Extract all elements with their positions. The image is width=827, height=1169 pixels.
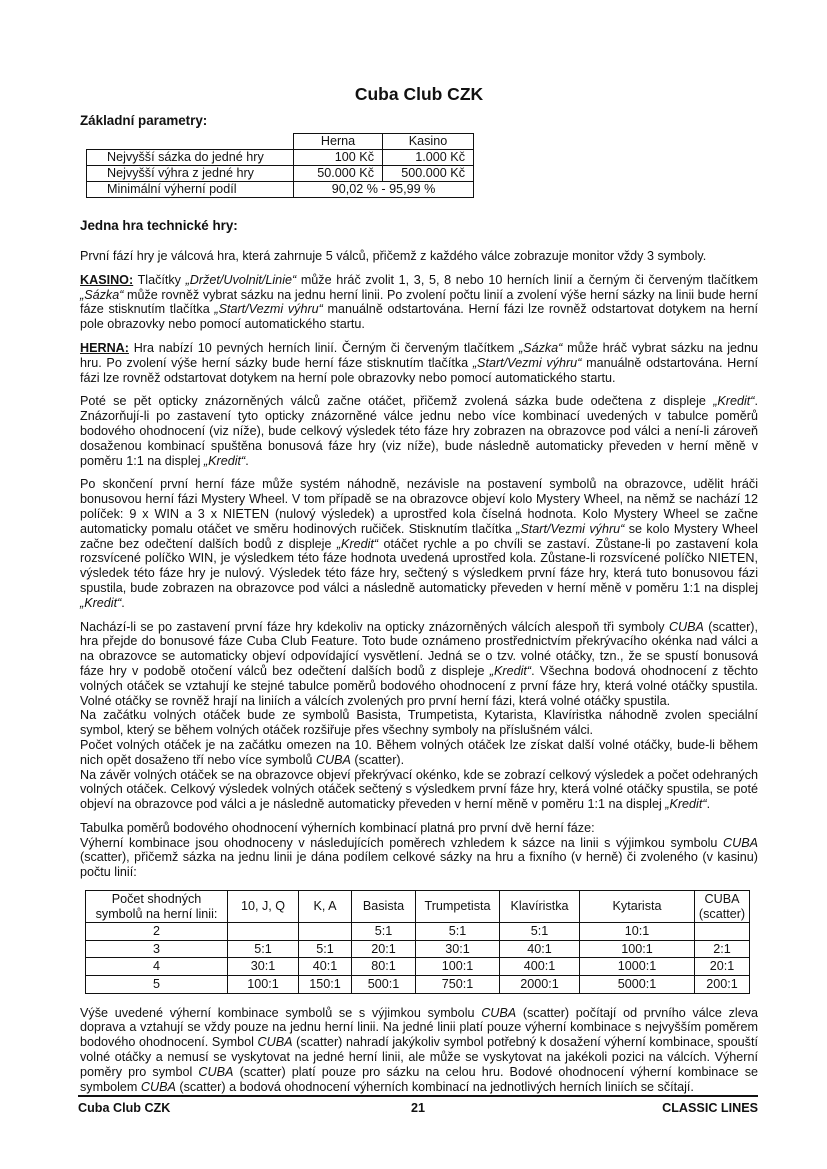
text-segment: otáčet rychle a po chvíli se zastaví. Zůstane-li po zastavení kola rozsvícené políčko WIN, je výsledkem této fáze hodnota uvedená uprostřed kola. Zůstane-li rozsvícené políčko NIETEN, výsledek této fáze hry je nulový. Výsledek této fáze hry, sečtený s výsledkem první fáze hry, která tuto bonusovou fázi spustila, bude zobrazen na obrazovce pod válci a následně automaticky převeden v herní měně v poměru 1:1 na displej bbox=[80, 536, 758, 595]
text-segment: se kolo Mystery Wheel začne bez odečtení dalších bodů z displeje bbox=[80, 521, 758, 551]
paytable-cell: 500:1 bbox=[352, 976, 416, 994]
paytable-header-cell: Trumpetista bbox=[416, 891, 500, 923]
text-segment: „Kredit“ bbox=[80, 595, 122, 610]
paytable-cell: 5000:1 bbox=[580, 976, 695, 994]
paragraph-free-spins-end bbox=[80, 768, 758, 812]
paragraph-herna bbox=[80, 341, 758, 385]
text-segment: „Sázka“ bbox=[80, 287, 124, 302]
text-segment: Poté se pět opticky znázorněných válců začne otáčet, přičemž zvolená sázka bude odečtena z displeje bbox=[80, 394, 714, 409]
paragraph-scatter-feature bbox=[80, 620, 758, 709]
paragraph-mystery-wheel bbox=[80, 477, 758, 610]
table-row bbox=[86, 940, 750, 958]
paragraph-kasino bbox=[80, 273, 758, 332]
table-row bbox=[87, 182, 474, 198]
base-parameters-table bbox=[86, 133, 474, 198]
text-segment: Počet volných otáček je na začátku omezen na 10. Během volných otáček lze získat další volné otáčky, bude-li během nich opět dosaženo tří nebo více symbolů bbox=[80, 737, 758, 767]
paytable-cell: 4 bbox=[86, 958, 228, 976]
page-title: Cuba Club CZK bbox=[354, 84, 484, 104]
text-segment: CUBA bbox=[140, 1079, 176, 1094]
table-row bbox=[87, 134, 474, 150]
text-segment: (scatter) platí pouze pro sázku na celou hru. Bodové ohodnocení výherní kombinace se symbolem bbox=[80, 1064, 758, 1094]
text-segment: může hráč zvolit 1, 3, 5, 8 nebo 10 herních linií a černým či červeným tlačítkem bbox=[296, 272, 758, 287]
paragraph-reel-phase bbox=[80, 394, 758, 468]
text-segment: KASINO: bbox=[80, 272, 134, 287]
paytable-cell: 10:1 bbox=[580, 923, 695, 941]
text-segment: (scatter) a bodová ohodnocení výherních kombinací na jednotlivých herních liniích se sčítají. bbox=[175, 1079, 694, 1094]
paytable-cell bbox=[228, 923, 299, 941]
text-segment: CUBA bbox=[481, 1005, 517, 1020]
paytable-cell: 2:1 bbox=[695, 940, 750, 958]
text-segment: (scatter) počítají od prvního válce zleva doprava a vztahují se vždy pouze na jednu herní linii. Na jedné linii platí pouze výherní kombinace s nejvyšším poměrem bodového ohodnocení. Symbol bbox=[80, 1005, 759, 1050]
paytable-cell: 5:1 bbox=[416, 923, 500, 941]
paytable-header-cell: Basista bbox=[352, 891, 416, 923]
paytable-header-cell: Počet shodných symbolů na herní linii: bbox=[86, 891, 228, 923]
footer-game-name: Cuba Club CZK bbox=[78, 1101, 171, 1115]
text-segment: Výše uvedené výherní kombinace symbolů se s výjimkou symbolu bbox=[80, 1005, 482, 1020]
text-segment: CUBA bbox=[257, 1035, 293, 1050]
table-row bbox=[86, 958, 750, 976]
paytable-intro-block bbox=[80, 821, 758, 880]
text-segment: Po skončení první herní fáze může systém náhodně, nezávisle na postavení symbolů na obrazovce, udělit hráči bonusovou herní fázi Mystery Wheel. V tom případě se na obrazovce objeví kolo Mystery Wheel, na němž se nachází 12 políček: 9 x WIN a 3 x NIETEN (nulový výsledek) a uprostřed kola číselná hodnota. Kolo Mystery Wheel se začne automaticky pomalu otáčet ve směru hodinových ručiček. Stisknutím tlačítka bbox=[80, 477, 758, 536]
paytable-cell: 5 bbox=[86, 976, 228, 994]
param-value-merged: 90,02 % - 95,99 % bbox=[294, 182, 474, 198]
paytable-cell: 20:1 bbox=[695, 958, 750, 976]
paytable-cell: 3 bbox=[86, 940, 228, 958]
text-segment: Hra nabízí 10 pevných herních linií. Černým či červeným tlačítkem bbox=[128, 340, 519, 355]
paytable-header-cell: CUBA (scatter) bbox=[695, 891, 750, 923]
paytable-cell: 40:1 bbox=[299, 958, 352, 976]
table-row bbox=[87, 166, 474, 182]
text-segment: CUBA bbox=[315, 752, 351, 767]
paytable-header-cell: K, A bbox=[299, 891, 352, 923]
text-segment: Výherní kombinace jsou ohodnoceny v následujících poměrech vzhledem k sázce na linii s výjimkou symbolu bbox=[80, 835, 723, 850]
text-segment: . bbox=[121, 595, 125, 610]
paytable-cell: 40:1 bbox=[500, 940, 580, 958]
text-segment: manuálně odstartována. Herní fázi lze rovněž odstartovat dotykem na herní pole obrazovky nebo pomocí automatického startu. bbox=[80, 302, 758, 332]
text-segment: CUBA bbox=[198, 1064, 234, 1079]
text-segment: Nachází-li se po zastavení první fáze hry kdekoliv na opticky znázorněných válcích alespoň tři symboly bbox=[80, 619, 669, 634]
text-segment: Tabulka poměrů bodového ohodnocení výherních kombinací platná pro první dvě herní fáze: bbox=[80, 820, 595, 835]
text-segment: „Kredit“ bbox=[489, 663, 532, 678]
table-row bbox=[86, 976, 750, 994]
paytable-intro-title bbox=[80, 821, 758, 836]
param-label: Minimální výherní podíl bbox=[87, 182, 294, 198]
param-value-herna: 100 Kč bbox=[294, 150, 383, 166]
text-segment: (scatter), přičemž sázka na jednu linii je dána podílem celkové sázky na hru a fixního (v herně) či zvoleného (v kasinu) počtu linií: bbox=[80, 850, 758, 880]
paytable-header-cell: Klavíristka bbox=[500, 891, 580, 923]
game-heading: Jedna hra technické hry: bbox=[80, 218, 238, 233]
text-segment: může rovněž vybrat sázku na jednu herní linii. Po zvolení počtu linií a zvolení výše herní sázky na linii bude herní fáze stisknutím tlačítka bbox=[80, 287, 758, 317]
paytable-cell: 30:1 bbox=[228, 958, 299, 976]
paytable-cell: 750:1 bbox=[416, 976, 500, 994]
paragraph-free-spins-count bbox=[80, 738, 758, 768]
paytable-cell: 100:1 bbox=[416, 958, 500, 976]
params-header-spacer bbox=[87, 134, 294, 150]
param-value-herna: 50.000 Kč bbox=[294, 166, 383, 182]
paytable-cell: 5:1 bbox=[228, 940, 299, 958]
paytable-cell: 100:1 bbox=[580, 940, 695, 958]
table-row bbox=[86, 891, 750, 923]
text-segment: „Kredit“ bbox=[336, 536, 379, 551]
params-heading: Základní parametry: bbox=[80, 113, 208, 128]
text-segment: „Držet/Uvolnit/Linie“ bbox=[185, 272, 297, 287]
paytable-cell: 100:1 bbox=[228, 976, 299, 994]
text-segment: První fází hry je válcová hra, která zahrnuje 5 válců, přičemž z každého válce zobrazuje monitor vždy 3 symboly. bbox=[80, 249, 707, 263]
paytable-header-cell: 10, J, Q bbox=[228, 891, 299, 923]
text-segment: může hráč vybrat sázku na jednu hru. Po zvolení výše herní sázky bude herní fáze stisknutím tlačítka bbox=[80, 340, 759, 370]
text-segment: manuálně odstartována. Herní fázi lze rovněž odstartovat dotykem na herní pole obrazovky nebo pomocí automatického startu. bbox=[80, 355, 758, 385]
paytable-cell: 1000:1 bbox=[580, 958, 695, 976]
text-segment: „Start/Vezmi výhru“ bbox=[472, 355, 582, 370]
closing-paragraph bbox=[80, 1006, 758, 1095]
text-segment: „Start/Vezmi výhru“ bbox=[214, 302, 323, 317]
paytable-cell bbox=[299, 923, 352, 941]
paytable-cell: 80:1 bbox=[352, 958, 416, 976]
param-label: Nejvyšší výhra z jedné hry bbox=[87, 166, 294, 182]
text-segment: (scatter). bbox=[350, 752, 405, 767]
text-segment: . Znázorňují-li po zastavení tyto opticky znázorněné válce jednu nebo více kombinací uvedených v tabulce poměrů bodového ohodnocení (viz níže), bude celkový výsledek této fáze hry zobrazen na obrazovce pod válci a není-li zároveň dosaženou kombinací spuštěna bonusová fáze hry (viz níže), bude následně automaticky převeden v herní měně v poměru 1:1 na displej bbox=[80, 394, 758, 468]
text-segment: „Kredit“ bbox=[713, 394, 755, 409]
paytable-cell: 2 bbox=[86, 923, 228, 941]
paytable-cell: 5:1 bbox=[299, 940, 352, 958]
paytable-cell: 400:1 bbox=[500, 958, 580, 976]
text-segment: CUBA bbox=[668, 619, 704, 634]
footer-product-line: CLASSIC LINES bbox=[662, 1101, 759, 1115]
text-segment: CUBA bbox=[723, 835, 758, 850]
paytable-intro-text bbox=[80, 836, 758, 880]
text-segment: . bbox=[245, 453, 249, 468]
text-segment: „Kredit“ bbox=[203, 453, 246, 468]
paytable-cell: 200:1 bbox=[695, 976, 750, 994]
paytable bbox=[85, 890, 750, 994]
paytable-cell: 30:1 bbox=[416, 940, 500, 958]
params-header-herna: Herna bbox=[294, 134, 383, 150]
text-segment: (scatter), hra přejde do bonusové fáze Cuba Club Feature. Toto bude oznámeno prostřednictvím překrývacího okénka nad válci a na obrazovce se automaticky objeví odpovídající vysvětlení. Jedná se o tzv. volné otáčky, tzn., že se spustí bonusová fáze hry v podobě otočení válců bez odečtení dalších bodů z displeje bbox=[80, 619, 758, 678]
paragraph-special-symbol bbox=[80, 708, 758, 738]
text-segment: . Všechna bodová ohodnocení z těchto volných otáček se vztahují ke stejné tabulce poměrů bodového ohodnocení z první fáze hry, která volné otáčky spustila. Volné otáčky se rovněž hrají na liniích a válcích zvolených pro první herní fázi, která volné otáčky spustila. bbox=[80, 663, 758, 708]
param-value-kasino: 500.000 Kč bbox=[383, 166, 474, 182]
paytable-header-cell: Kytarista bbox=[580, 891, 695, 923]
paytable-cell: 2000:1 bbox=[500, 976, 580, 994]
text-segment: „Kredit“ bbox=[665, 797, 707, 812]
param-label: Nejvyšší sázka do jedné hry bbox=[87, 150, 294, 166]
page-footer bbox=[78, 1095, 758, 1116]
paragraph-intro bbox=[80, 249, 758, 264]
text-segment: „Start/Vezmi výhru“ bbox=[516, 521, 625, 536]
text-segment: (scatter) nahradí jakýkoliv symbol potřebný k dosažení výherní kombinace, spouští volné otáčky a nemusí se vyskytovat na jedné herní linii, ale může se vyskytovat na jakékoli pozici na válcích. Výherní poměry pro symbol bbox=[80, 1035, 758, 1079]
text-segment: Na závěr volných otáček se na obrazovce objeví překrývací okénko, kde se zobrazí celkový výsledek a počet odehraných volných otáček. Celkový výsledek volných otáček sečtený s výsledkem první fáze hry, která volné otáčky spustila, se poté objeví na obrazovce pod válci a je následně automaticky převeden v herní měně v poměru 1:1 na displej bbox=[80, 767, 758, 812]
paytable-cell: 20:1 bbox=[352, 940, 416, 958]
text-segment: HERNA: bbox=[80, 340, 129, 355]
text-segment: Tlačítky bbox=[133, 272, 186, 287]
text-segment: „Sázka“ bbox=[518, 340, 563, 355]
text-segment: Na začátku volných otáček bude ze symbolů Basista, Trumpetista, Kytarista, Klavíristka náhodně zvolen speciální symbol, který se během volných otáček rozšiřuje přes všechny symboly na příslušném válci. bbox=[80, 708, 758, 738]
paytable-cell: 150:1 bbox=[299, 976, 352, 994]
scatter-feature-block bbox=[80, 620, 758, 812]
text-segment: . bbox=[706, 797, 711, 812]
paytable-cell bbox=[695, 923, 750, 941]
table-row bbox=[86, 923, 750, 941]
footer-page-number: 21 bbox=[411, 1101, 426, 1115]
params-header-kasino: Kasino bbox=[383, 134, 474, 150]
paytable-cell: 5:1 bbox=[500, 923, 580, 941]
table-row bbox=[87, 150, 474, 166]
param-value-kasino: 1.000 Kč bbox=[383, 150, 474, 166]
paytable-cell: 5:1 bbox=[352, 923, 416, 941]
